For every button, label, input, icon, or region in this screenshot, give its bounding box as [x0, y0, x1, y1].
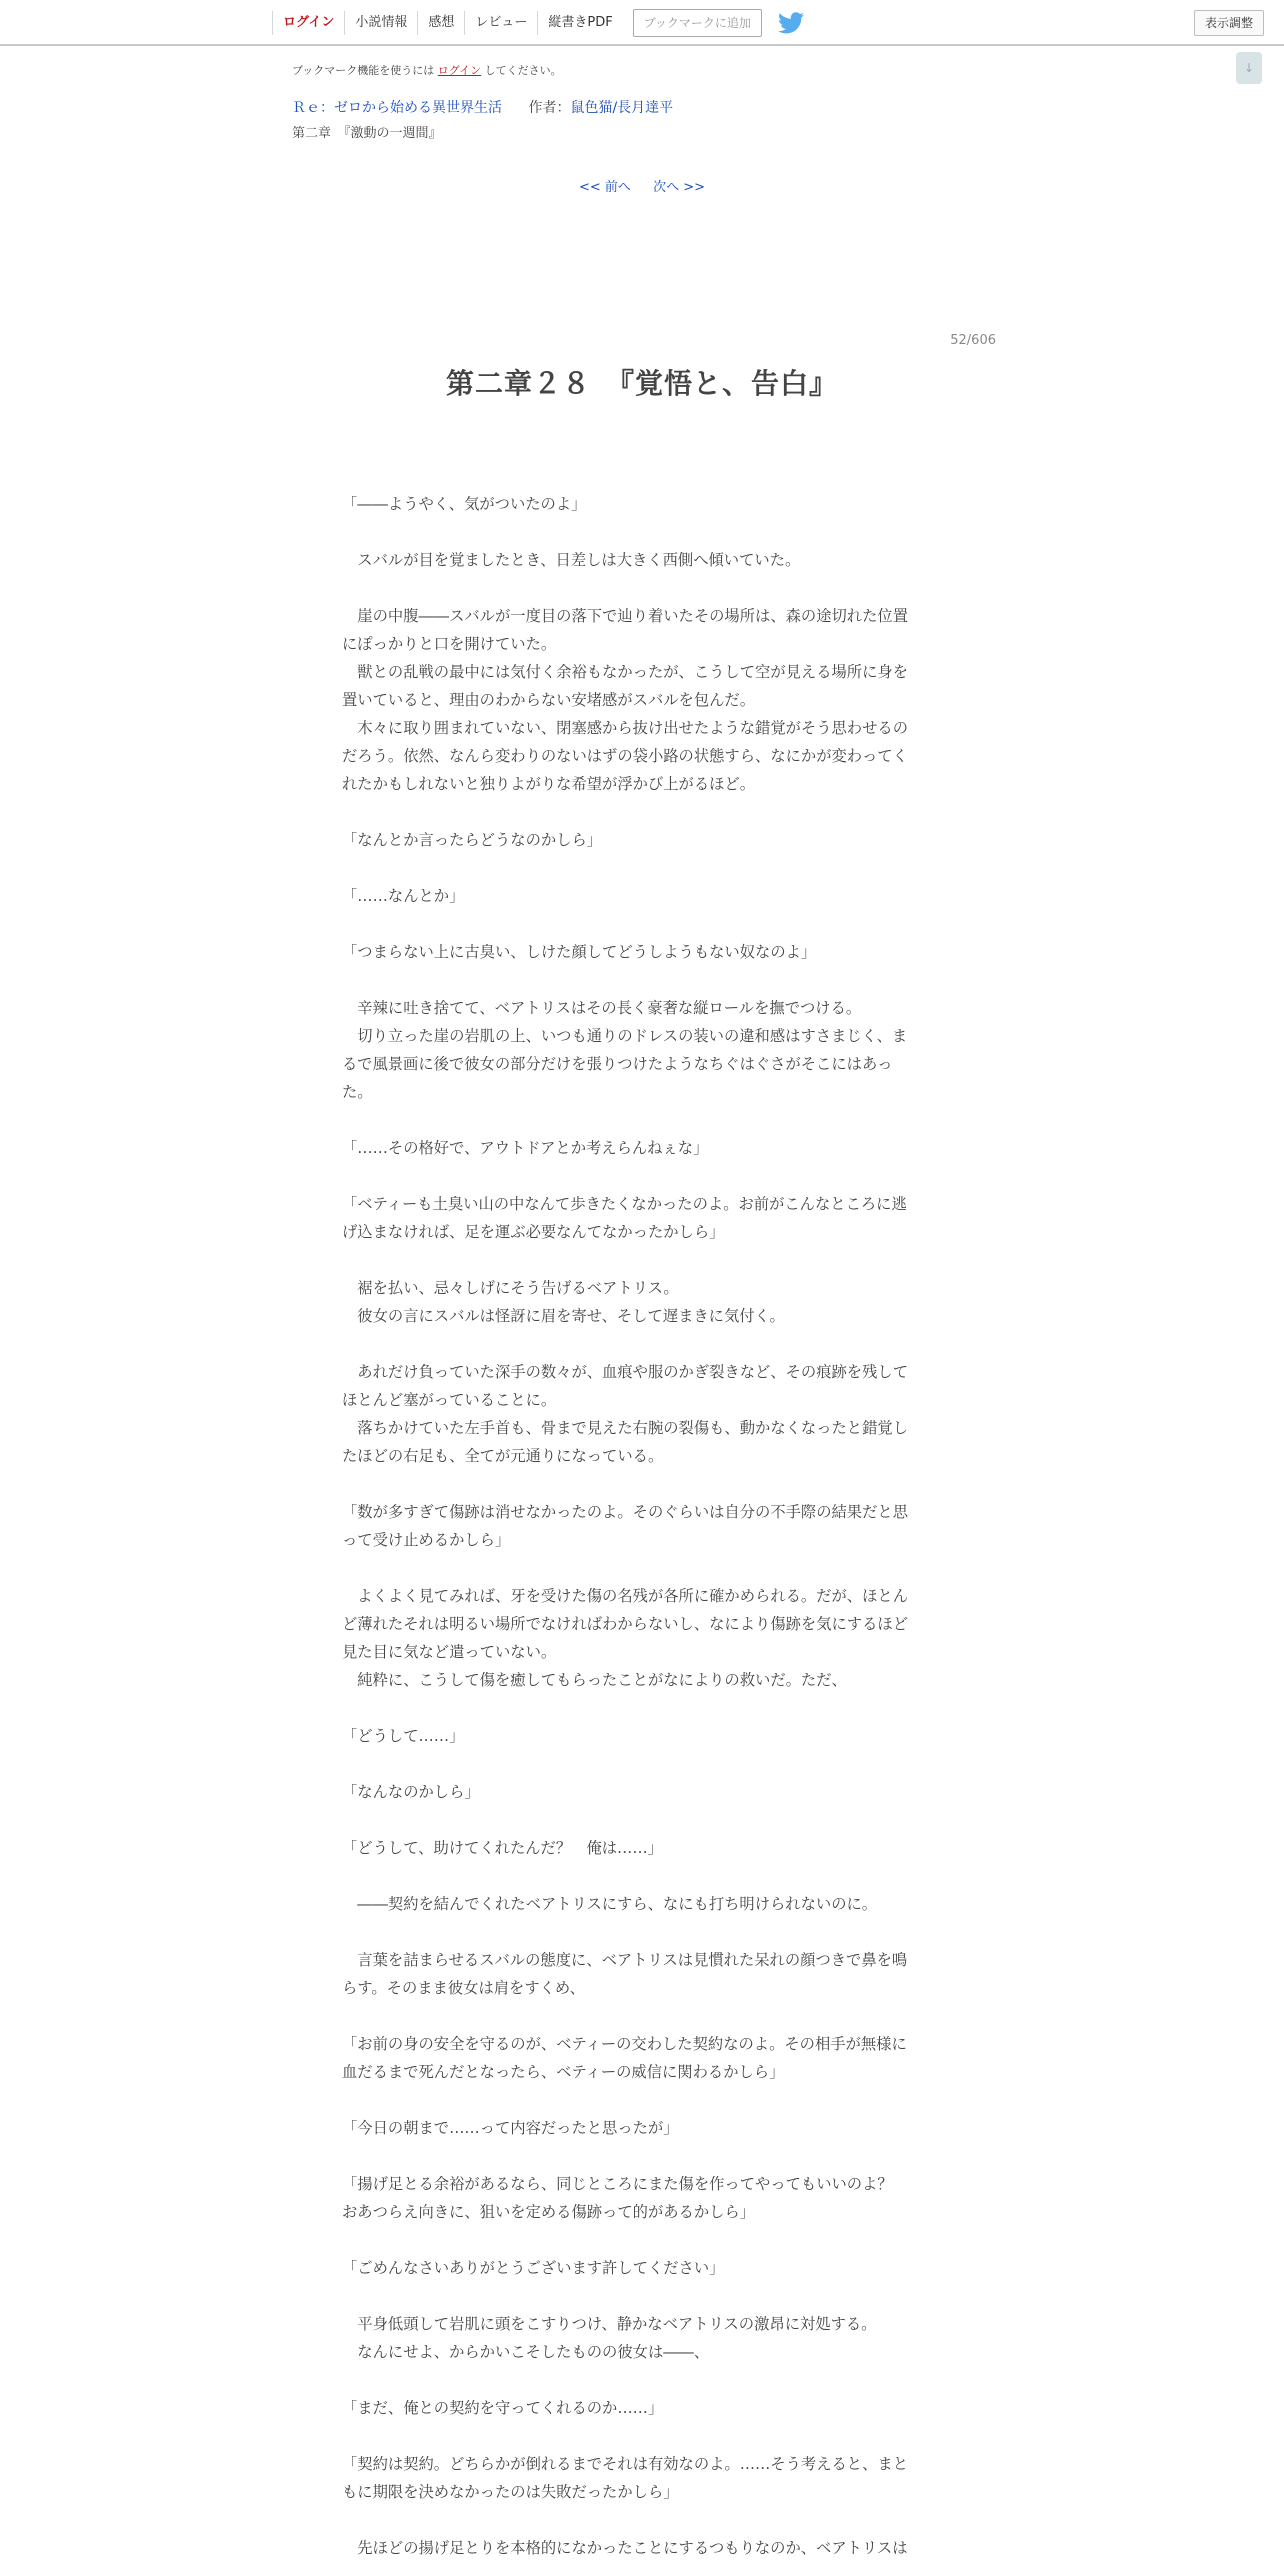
text-line: れたかもしれないと独りよがりな希望が浮かび上がるほど。 — [342, 775, 756, 793]
prev-page-link[interactable]: << 前へ — [579, 180, 631, 195]
text-line: 「……その格好で、アウトドアとか考えらんねぇな」 — [342, 1139, 709, 1157]
blank-line — [342, 1106, 942, 1134]
display-settings-button[interactable]: 表示調整 — [1194, 10, 1264, 36]
episode-title: 第二章２８ 『覚悟と、告白』 — [445, 367, 838, 400]
text-line: 「今日の朝まで……って内容だったと思ったが」 — [342, 2119, 679, 2137]
text-line: たほどの右足も、全てが元通りになっている。 — [342, 1447, 664, 1465]
blank-line — [342, 1862, 942, 1890]
text-line: スバルが目を覚ましたとき、日差しは大きく西側へ傾いていた。 — [342, 551, 801, 569]
text-line: あれだけ負っていた深手の数々が、血痕や服のかぎ裂きなど、その痕跡を残して — [342, 1363, 908, 1381]
novel-info-link[interactable]: 小説情報 — [344, 11, 417, 35]
text-line: なんにせよ、からかいこそしたものの彼女は――、 — [342, 2343, 710, 2361]
text-line: 見た目に気など遣っていない。 — [342, 1643, 557, 1661]
text-line: にぽっかりと口を開けていた。 — [342, 635, 557, 653]
text-line: だろう。依然、なんら変わりのないはずの袋小路の状態すら、なにかが変わってく — [342, 747, 908, 765]
text-line: 「なんとか言ったらどうなのかしら」 — [342, 831, 603, 849]
text-line: ――契約を結んでくれたベアトリスにすら、なにも打ち明けられないのに。 — [342, 1895, 878, 1913]
text-line: よくよく見てみれば、牙を受けた傷の名残が各所に確かめられる。だが、ほとん — [342, 1587, 908, 1605]
blank-line — [342, 2142, 942, 2170]
scroll-down-button[interactable]: ↓ — [1236, 52, 1262, 84]
nav-menu — [272, 0, 804, 46]
blank-line — [342, 2226, 942, 2254]
blank-line — [342, 2366, 942, 2394]
blank-line — [342, 2002, 942, 2030]
bookmark-note-suffix: してください。 — [481, 64, 562, 77]
text-line: らす。そのまま彼女は肩をすくめ、 — [342, 1979, 585, 1997]
text-line: 「どうして……」 — [342, 1727, 465, 1745]
text-line: 切り立った崖の岩肌の上、いつも通りのドレスの装いの違和感はすさまじく、ま — [342, 1027, 908, 1045]
text-line: 「数が多すぎて傷跡は消せなかったのよ。そのぐらいは自分の不手際の結果だと思 — [342, 1503, 908, 1521]
top-nav-bar — [0, 0, 1284, 46]
text-line: 先ほどの揚げ足とりを本格的になかったことにするつもりなのか、ベアトリスは — [342, 2539, 908, 2557]
blank-line — [342, 1162, 942, 1190]
author-link[interactable]: 鼠色猫/長月達平 — [570, 100, 674, 116]
text-line: 平身低頭して岩肌に頭をこすりつけ、静かなベアトリスの激昂に対処する。 — [342, 2315, 877, 2333]
text-line: って受け止めるかしら」 — [342, 1531, 511, 1549]
blank-line — [342, 1554, 942, 1582]
text-line: ど薄れたそれは明るい場所でなければわからないし、なにより傷跡を気にするほど — [342, 1615, 908, 1633]
twitter-icon[interactable] — [778, 12, 804, 34]
blank-line — [342, 1246, 942, 1274]
blank-line — [342, 518, 942, 546]
add-bookmark-button[interactable]: ブックマークに追加 — [633, 9, 762, 37]
review-link[interactable]: レビュー — [464, 11, 537, 35]
text-line: げ込まなければ、足を運ぶ必要なんてなかったかしら」 — [342, 1223, 725, 1241]
text-line: 「まだ、俺との契約を守ってくれるのか……」 — [342, 2399, 664, 2417]
blank-line — [342, 1330, 942, 1358]
text-line: 「ベティーも土臭い山の中なんて歩きたくなかったのよ。お前がこんなところに逃 — [342, 1195, 907, 1213]
series-title-link[interactable]: Ｒｅ：ゼロから始める異世界生活 — [292, 100, 502, 116]
blank-line — [342, 2506, 942, 2534]
text-line: 「……なんとか」 — [342, 887, 465, 905]
series-info — [292, 97, 673, 117]
blank-line — [342, 966, 942, 994]
text-line: ほとんど塞がっていることに。 — [342, 1391, 557, 1409]
text-line: 木々に取り囲まれていない、閉塞感から抜け出せたような錯覚がそう思わせるの — [342, 719, 908, 737]
chapter-title: 第二章 『激動の一週間』 — [292, 126, 442, 141]
text-line: 純粋に、こうして傷を癒してもらったことがなによりの救いだ。ただ、 — [342, 1671, 847, 1689]
blank-line — [342, 574, 942, 602]
text-line: もに期限を決めなかったのは失敗だったかしら」 — [342, 2483, 679, 2501]
blank-line — [342, 2086, 942, 2114]
text-line: るで風景画に後で彼女の部分だけを張りつけたようなちぐはぐさがそこにはあっ — [342, 1055, 893, 1073]
blank-line — [342, 1806, 942, 1834]
text-line: 言葉を詰まらせるスバルの態度に、ベアトリスは見慣れた呆れの顔つきで鼻を鳴 — [342, 1951, 908, 1969]
blank-line — [342, 854, 942, 882]
login-link[interactable]: ログイン — [272, 11, 344, 35]
bookmark-login-link[interactable]: ログイン — [437, 64, 482, 77]
vertical-pdf-link[interactable]: 縦書きPDF — [537, 11, 622, 35]
text-line: 「揚げ足とる余裕があるなら、同じところにまた傷を作ってやってもいいのよ？ — [342, 2175, 893, 2193]
text-line: おあつらえ向きに、狙いを定める傷跡って的があるかしら」 — [342, 2203, 756, 2221]
text-line: 血だるまで死んだとなったら、ベティーの威信に関わるかしら」 — [342, 2063, 785, 2081]
impressions-link[interactable]: 感想 — [417, 11, 464, 35]
blank-line — [342, 1470, 942, 1498]
blank-line — [342, 910, 942, 938]
next-page-link[interactable]: 次へ >> — [653, 180, 705, 195]
text-line: 「――ようやく、気がついたのよ」 — [342, 495, 587, 513]
text-line: 「なんなのかしら」 — [342, 1783, 480, 1801]
text-line: 置いていると、理由のわからない安堵感がスバルを包んだ。 — [342, 691, 756, 709]
text-line: 裾を払い、忌々しげにそう告げるベアトリス。 — [342, 1279, 679, 1297]
text-line: 「つまらない上に古臭い、しけた顔してどうしようもない奴なのよ」 — [342, 943, 817, 961]
author-label: 作者： — [528, 100, 571, 116]
blank-line — [342, 798, 942, 826]
text-line: 「お前の身の安全を守るのが、ベティーの交わした契約なのよ。その相手が無様に — [342, 2035, 907, 2053]
page-count: 52/606 — [950, 333, 996, 348]
text-line: 彼女の言にスバルは怪訝に眉を寄せ、そして遅まきに気付く。 — [342, 1307, 785, 1325]
text-line: 辛辣に吐き捨てて、ベアトリスはその長く豪奢な縦ロールを撫でつける。 — [342, 999, 862, 1017]
text-line: 「ごめんなさいありがとうございます許してください」 — [342, 2259, 725, 2277]
blank-line — [342, 1694, 942, 1722]
text-line: た。 — [342, 1083, 373, 1101]
text-line: 崖の中腹――スバルが一度目の落下で辿り着いたその場所は、森の途切れた位置 — [342, 607, 908, 625]
text-line: 獣との乱戦の最中には気付く余裕もなかったが、こうして空が見える場所に身を — [342, 663, 908, 681]
text-line: 「どうして、助けてくれたんだ？ 俺は……」 — [342, 1839, 663, 1857]
pager — [0, 176, 1284, 195]
blank-line — [342, 2422, 942, 2450]
bookmark-note — [292, 62, 562, 78]
blank-line — [342, 1750, 942, 1778]
blank-line — [342, 2282, 942, 2310]
bookmark-note-prefix: ブックマーク機能を使うには — [292, 64, 438, 77]
text-line: 「契約は契約。どちらかが倒れるまでそれは有効なのよ。……そう考えると、まと — [342, 2455, 908, 2473]
novel-body — [342, 490, 942, 2562]
text-line: 落ちかけていた左手首も、骨まで見えた右腕の裂傷も、動かなくなったと錯覚し — [342, 1419, 908, 1437]
blank-line — [342, 1918, 942, 1946]
